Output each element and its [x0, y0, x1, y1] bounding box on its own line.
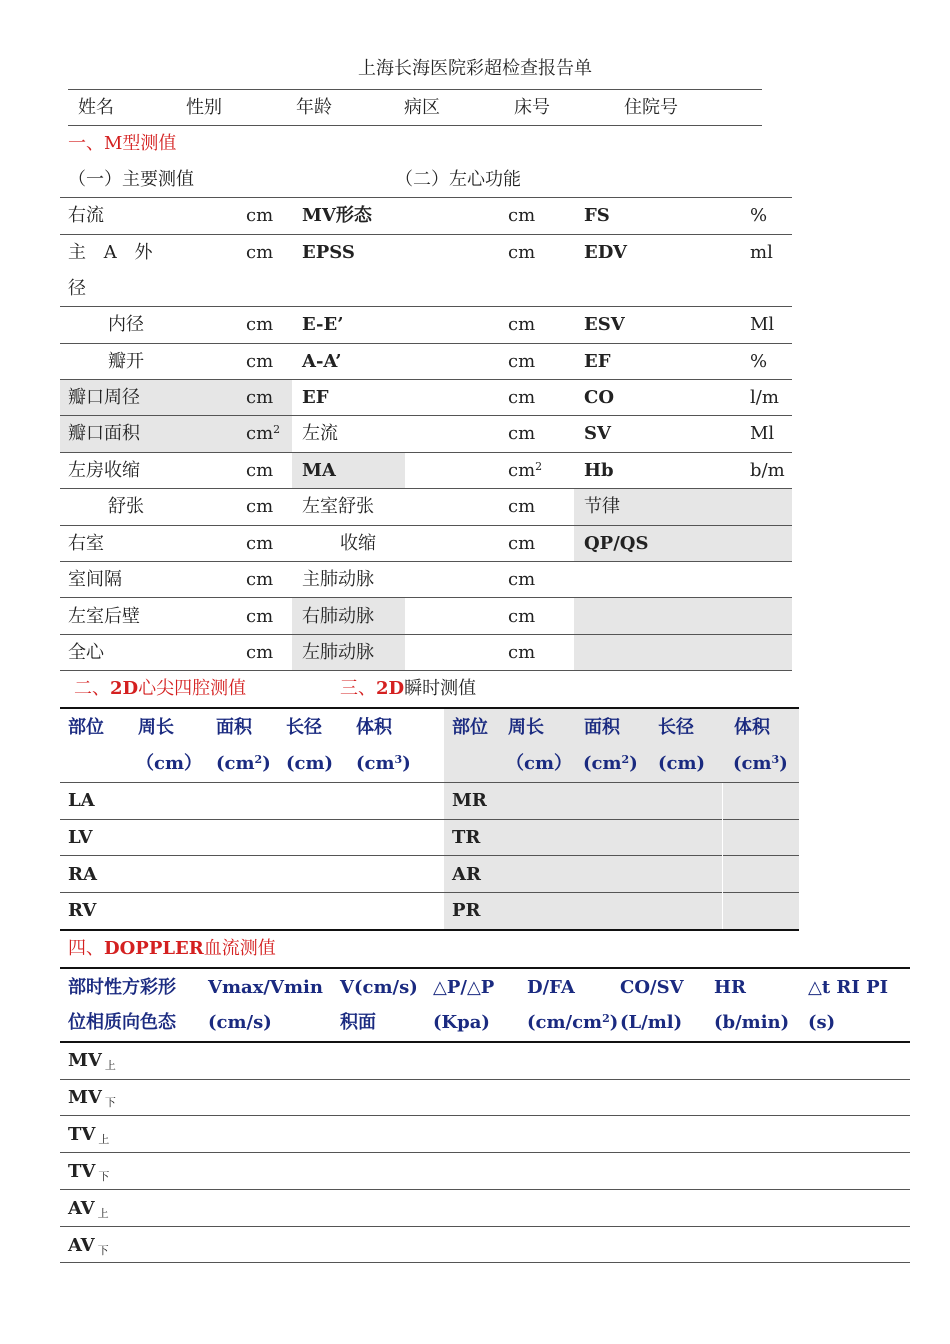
- lv-label: EDV: [584, 242, 627, 263]
- table-top: [60, 707, 799, 709]
- row-line: [60, 561, 792, 562]
- row-label: TR: [452, 827, 481, 848]
- m-label: 内径: [108, 314, 144, 335]
- unit: cm: [508, 569, 536, 590]
- row-label: PR: [452, 900, 481, 921]
- unit: cm: [508, 314, 536, 335]
- row-label: RV: [68, 900, 97, 921]
- unit: cm: [246, 242, 274, 263]
- row-line: [60, 1079, 910, 1080]
- unit: b/m: [750, 460, 785, 481]
- unit: cm: [246, 533, 274, 554]
- row-label: LV: [68, 827, 93, 848]
- section1-sub-lv: （二）左心功能: [395, 169, 521, 190]
- m-label: 左室舒张: [302, 496, 374, 517]
- col-header: △t RI PI: [808, 977, 889, 998]
- unit: cm: [246, 314, 274, 335]
- col-header: 部位: [452, 717, 488, 738]
- m-label: EPSS: [302, 242, 355, 263]
- divider: [722, 783, 723, 929]
- row-label: TV 下: [68, 1161, 110, 1183]
- unit: cm: [508, 423, 536, 444]
- unit: cm: [246, 205, 274, 226]
- row-label: AR: [452, 864, 481, 885]
- col-header: △P/△P: [433, 977, 495, 998]
- row-line: [60, 1041, 910, 1043]
- table-bottom: [60, 929, 799, 931]
- m-label: 瓣口周径: [68, 387, 140, 408]
- m-label: 主肺动脉: [302, 569, 374, 590]
- row-label: LA: [68, 790, 95, 811]
- unit: ml: [750, 242, 773, 263]
- row-label: MR: [452, 790, 487, 811]
- field-ward-label: 病区: [404, 97, 440, 118]
- lv-label: CO: [584, 387, 615, 408]
- row-label: MV 下: [68, 1087, 116, 1109]
- m-label: 全心: [68, 642, 104, 663]
- unit: cm: [508, 642, 536, 663]
- col-header: D/FA: [527, 977, 575, 998]
- row-line: [60, 892, 799, 893]
- m-label: 右肺动脉: [302, 606, 374, 627]
- col-header-unit: （cm）: [136, 753, 203, 774]
- divider: [68, 89, 762, 90]
- col-header: (s): [808, 1012, 836, 1033]
- row-label: TV 上: [68, 1124, 110, 1146]
- col-header: 位相质向色态: [68, 1012, 176, 1033]
- section1-sub-main: （一）主要测值: [68, 169, 194, 190]
- unit: Ml: [750, 314, 775, 335]
- lv-label: QP/QS: [584, 533, 649, 554]
- unit: cm: [246, 351, 274, 372]
- col-header-unit: （cm）: [506, 753, 573, 774]
- row-line: [60, 1152, 910, 1153]
- unit: $cm^2$: [508, 460, 543, 481]
- col-header: (L/ml): [620, 1012, 683, 1033]
- col-header: 长径: [658, 717, 694, 738]
- unit: cm: [246, 496, 274, 517]
- m-label: 收缩: [340, 533, 376, 554]
- m-label: EF: [302, 387, 329, 408]
- col-header: (Kpa): [433, 1012, 490, 1033]
- row-line: [60, 488, 792, 489]
- lv-label: FS: [584, 205, 610, 226]
- lv-label: ESV: [584, 314, 625, 335]
- unit: cm: [246, 606, 274, 627]
- col-header: 部时性方彩形: [68, 977, 176, 998]
- col-header: 面积: [584, 717, 620, 738]
- m-label: A-A’: [302, 351, 342, 372]
- m-label: 瓣开: [108, 351, 144, 372]
- row-line: [60, 343, 792, 344]
- col-header: 周长: [508, 717, 544, 738]
- col-header: 部位: [68, 717, 104, 738]
- col-header: 积面: [340, 1012, 376, 1033]
- m-label: 瓣口面积: [68, 423, 140, 444]
- section4-heading: 四、DOPPLER血流测值: [68, 938, 276, 959]
- col-header-unit: $(cm^2)$: [583, 753, 638, 774]
- row-line: [60, 379, 792, 380]
- field-bed-label: 床号: [514, 97, 550, 118]
- col-header: 长径: [286, 717, 322, 738]
- col-header: $(cm/cm^2)$: [527, 1012, 619, 1033]
- section3-heading: 三、2D瞬时测值: [340, 678, 477, 699]
- row-line: [60, 452, 792, 453]
- row-label: RA: [68, 864, 97, 885]
- row-line: [60, 670, 792, 671]
- table-top: [60, 967, 910, 969]
- col-header: 周长: [138, 717, 174, 738]
- unit: cm: [508, 242, 536, 263]
- unit: cm: [508, 606, 536, 627]
- unit: Ml: [750, 423, 775, 444]
- col-header: HR: [714, 977, 746, 998]
- row-line: [60, 1115, 910, 1116]
- m-label: E-E’: [302, 314, 344, 335]
- m-label: 左室后壁: [68, 606, 140, 627]
- row-line: [60, 306, 792, 307]
- col-header-unit: $(cm^3)$: [733, 753, 788, 774]
- col-header: Vmax/Vmin: [208, 977, 323, 998]
- m-label: 左肺动脉: [302, 642, 374, 663]
- row-label: AV 下: [68, 1235, 109, 1257]
- col-header-unit: $(cm^3)$: [356, 753, 411, 774]
- m-label-cont: 径: [68, 278, 86, 299]
- unit: cm: [508, 205, 536, 226]
- col-header: (b/min): [714, 1012, 790, 1033]
- row-line: [60, 415, 792, 416]
- col-header: V(cm/s): [340, 977, 418, 998]
- lv-label: 节律: [584, 496, 620, 517]
- unit: $cm^2$: [246, 423, 281, 444]
- m-label: MA: [302, 460, 336, 481]
- m-label: 室间隔: [68, 569, 122, 590]
- unit: cm: [508, 533, 536, 554]
- lv-label: Hb: [584, 460, 614, 481]
- m-label: 舒张: [108, 496, 144, 517]
- unit: cm: [508, 351, 536, 372]
- col-header: 体积: [734, 717, 770, 738]
- unit: cm: [246, 569, 274, 590]
- field-age-label: 年龄: [296, 97, 332, 118]
- unit: %: [750, 351, 768, 372]
- unit: %: [750, 205, 768, 226]
- unit: cm: [508, 496, 536, 517]
- col-header-unit: (cm): [658, 753, 706, 774]
- unit: cm: [246, 460, 274, 481]
- row-line: [60, 525, 792, 526]
- row-line: [60, 1189, 910, 1190]
- col-header-unit: $(cm^2)$: [216, 753, 271, 774]
- lv-label: SV: [584, 423, 611, 444]
- row-line: [60, 782, 799, 783]
- col-header: (cm/s): [208, 1012, 272, 1033]
- col-header-unit: (cm): [286, 753, 334, 774]
- row-line: [60, 819, 799, 820]
- row-label: AV 上: [68, 1198, 109, 1220]
- unit: cm: [508, 387, 536, 408]
- section1-heading: 一、M型测值: [68, 133, 177, 154]
- lv-label: EF: [584, 351, 611, 372]
- report-title: 上海长海医院彩超检查报告单: [358, 58, 592, 79]
- row-line: [60, 597, 792, 598]
- row-line: [60, 1226, 910, 1227]
- unit: cm: [246, 642, 274, 663]
- m-label: 左流: [302, 423, 338, 444]
- m-label: 右流: [68, 205, 104, 226]
- col-header: 体积: [356, 717, 392, 738]
- divider: [68, 125, 762, 126]
- m-label: 左房收缩: [68, 460, 140, 481]
- col-header: 面积: [216, 717, 252, 738]
- row-line: [60, 234, 792, 235]
- field-admission-label: 住院号: [624, 97, 678, 118]
- unit: cm: [246, 387, 274, 408]
- field-name-label: 姓名: [78, 97, 114, 118]
- row-line: [60, 1262, 910, 1263]
- field-sex-label: 性别: [186, 97, 222, 118]
- row-line: [60, 197, 792, 198]
- row-line: [60, 634, 792, 635]
- col-header: CO/SV: [620, 977, 684, 998]
- m-label: 右室: [68, 533, 104, 554]
- m-label: MV形态: [302, 205, 372, 226]
- row-line: [60, 855, 799, 856]
- m-label: 主 A 外: [68, 242, 159, 263]
- unit: l/m: [750, 387, 779, 408]
- row-label: MV 上: [68, 1050, 116, 1072]
- section2-heading: 二、2D心尖四腔测值: [74, 678, 247, 699]
